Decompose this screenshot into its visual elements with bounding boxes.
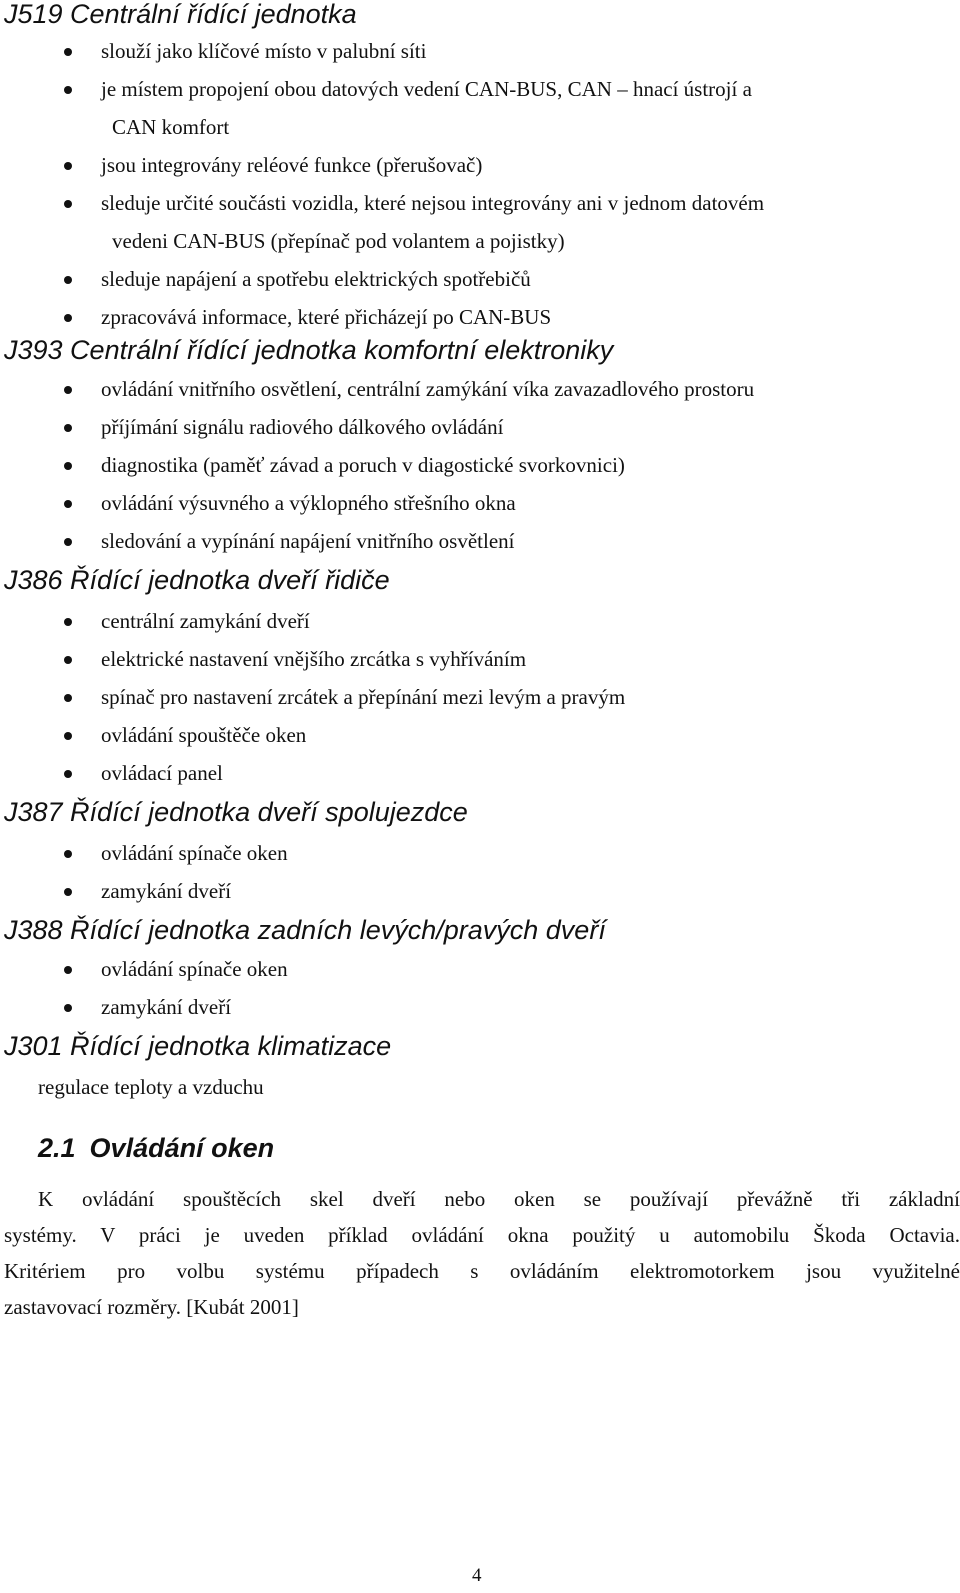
list-item: sleduje určité součásti vozidla, které nejsou integrovány ani v jednom datovém vedeni CAN-BUS (přepínač pod volantem a pojistky): [0, 186, 960, 262]
paragraph-line: K ovládání spouštěcích skel dveří nebo oken se používají převážně tři základní: [38, 1187, 960, 1211]
bullet-icon: [64, 732, 72, 740]
list-item: sledování a vypínání napájení vnitřního osvětlení: [0, 524, 960, 562]
list-item: ovládání výsuvného a výklopného střešního okna: [0, 486, 960, 524]
bullet-icon: [64, 770, 72, 778]
bullet-icon: [64, 162, 72, 170]
paragraph-line: Kritériem pro volbu systému případech s ovládáním elektromotorkem jsou využitelné: [4, 1259, 960, 1283]
list-item: zamykání dveří: [0, 990, 960, 1028]
list-item: ovládání spínače oken: [0, 836, 960, 874]
list-j387: [0, 836, 960, 912]
subsection-number: 2.1: [38, 1133, 76, 1163]
list-item: ovládání vnitřního osvětlení, centrální zamýkání víka zavazadlového prostoru: [0, 372, 960, 410]
bullet-icon: [64, 538, 72, 546]
list-item: zamykání dveří: [0, 874, 960, 912]
bullet-icon: [64, 462, 72, 470]
list-item: ovládací panel: [0, 756, 960, 794]
list-item: zpracovává informace, které přicházejí po CAN-BUS: [0, 300, 960, 338]
subsection-title: Ovládání oken: [89, 1133, 275, 1163]
list-j386: [0, 604, 960, 794]
body-paragraph: [4, 1186, 960, 1330]
bullet-icon: [64, 48, 72, 56]
list-item: spínač pro nastavení zrcátek a přepínání mezi levým a pravým: [0, 680, 960, 718]
list-item: jsou integrovány reléové funkce (přerušovač): [0, 148, 960, 186]
bullet-icon: [64, 850, 72, 858]
bullet-icon: [64, 200, 72, 208]
list-item: sleduje napájení a spotřebu elektrických spotřebičů: [0, 262, 960, 300]
bullet-icon: [64, 386, 72, 394]
list-item: příjímání signálu radiového dálkového ovládání: [0, 410, 960, 448]
bullet-icon: [64, 86, 72, 94]
section-title-j388: J388 Řídící jednotka zadních levých/pravých dveří: [4, 915, 606, 945]
section-title-j519: J519 Centrální řídící jednotka: [4, 0, 357, 29]
list-j519: [0, 34, 960, 338]
bullet-icon: [64, 1004, 72, 1012]
section-title-j386: J386 Řídící jednotka dveří řidiče: [4, 565, 390, 595]
bullet-icon: [64, 888, 72, 896]
bullet-icon: [64, 314, 72, 322]
section-title-j393: J393 Centrální řídící jednotka komfortní elektroniky: [4, 335, 614, 365]
list-item: ovládání spínače oken: [0, 952, 960, 990]
bullet-icon: [64, 276, 72, 284]
list-item: slouží jako klíčové místo v palubní síti: [0, 34, 960, 72]
list-j388: [0, 952, 960, 1028]
paragraph-line: systémy. V práci je uveden příklad ovládání okna použitý u automobilu Škoda Octavia.: [4, 1223, 960, 1247]
page-number: 4: [472, 1565, 482, 1586]
bullet-icon: [64, 500, 72, 508]
bullet-icon: [64, 618, 72, 626]
bullet-icon: [64, 966, 72, 974]
section-title-j387: J387 Řídící jednotka dveří spolujezdce: [4, 797, 468, 827]
list-item: elektrické nastavení vnějšího zrcátka s vyhříváním: [0, 642, 960, 680]
subsection-heading: [38, 1132, 274, 1164]
list-item: centrální zamykání dveří: [0, 604, 960, 642]
bullet-icon: [64, 424, 72, 432]
section-text-j301: regulace teploty a vzduchu: [38, 1075, 264, 1099]
paragraph-line: zastavovací rozměry. [Kubát 2001]: [4, 1295, 299, 1319]
list-item: je místem propojení obou datových vedení CAN-BUS, CAN – hnací ústrojí a CAN komfort: [0, 72, 960, 148]
section-title-j301: J301 Řídící jednotka klimatizace: [4, 1031, 392, 1061]
bullet-icon: [64, 694, 72, 702]
list-item: diagnostika (paměť závad a poruch v diagostické svorkovnici): [0, 448, 960, 486]
list-j393: [0, 372, 960, 562]
bullet-icon: [64, 656, 72, 664]
list-item: ovládání spouštěče oken: [0, 718, 960, 756]
